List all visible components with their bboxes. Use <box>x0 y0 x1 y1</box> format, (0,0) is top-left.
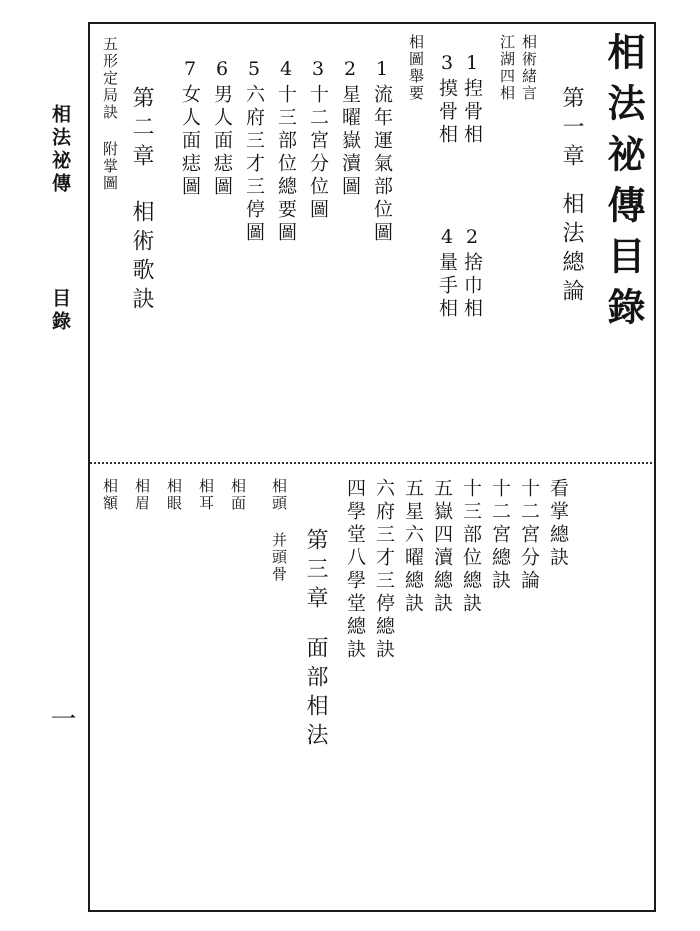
toc-item: 相眉 <box>133 478 151 512</box>
toc-item: 相耳 <box>197 478 215 512</box>
chapter-2-heading: 第二章 <box>129 86 154 173</box>
figure-item: 5六府三才三停圖 <box>243 58 265 245</box>
toc-item: 十二宮分論 <box>518 478 540 593</box>
chapter-3-title: 面部相法 <box>303 636 328 752</box>
running-head-title: 相法祕傳 <box>49 104 71 196</box>
toc-subitem: 1揑骨相 <box>461 52 483 147</box>
toc-item: 看掌總訣 <box>547 478 569 570</box>
toc-item: 相面 <box>229 478 247 512</box>
page-number: 一 <box>46 705 76 731</box>
figure-item: 7女人面痣圖 <box>179 58 201 199</box>
toc-item: 相術緒言 <box>520 34 538 102</box>
chapter-3-heading: 第三章 <box>303 528 328 615</box>
running-head-section: 目錄 <box>49 288 71 334</box>
figure-item: 2星曜嶽瀆圖 <box>339 58 361 199</box>
toc-item: 相額 <box>101 478 119 512</box>
chapter-2-title: 相術歌訣 <box>129 200 154 316</box>
toc-item: 五嶽四瀆總訣 <box>431 478 453 616</box>
toc-item: 江湖四相 <box>498 34 516 102</box>
section-divider <box>90 462 652 464</box>
page-title: 相法祕傳目錄 <box>601 32 646 338</box>
figure-item: 3十二宮分位圖 <box>307 58 329 222</box>
toc-subitem: 3摸骨相 <box>436 52 458 147</box>
toc-item: 相圖舉要 <box>407 34 425 102</box>
chapter-1-title: 相法總論 <box>559 192 584 308</box>
toc-item: 四學堂八學堂總訣 <box>344 478 366 662</box>
figure-item: 4十三部位總要圖 <box>275 58 297 245</box>
toc-subitem: 2捨巾相 <box>461 226 483 321</box>
toc-item: 相頭 并頭骨 <box>270 478 288 583</box>
toc-item: 相眼 <box>165 478 183 512</box>
toc-item: 十二宮總訣 <box>489 478 511 593</box>
toc-item: 五星六曜總訣 <box>402 478 424 616</box>
figure-item: 6男人面痣圖 <box>211 58 233 199</box>
chapter-1-heading: 第一章 <box>559 86 584 173</box>
toc-subitem: 4量手相 <box>436 226 458 321</box>
toc-item: 十三部位總訣 <box>460 478 482 616</box>
figure-item: 1流年運氣部位圖 <box>371 58 393 245</box>
toc-item: 六府三才三停總訣 <box>373 478 395 662</box>
toc-item: 五形定局訣 附掌圖 <box>101 36 119 192</box>
